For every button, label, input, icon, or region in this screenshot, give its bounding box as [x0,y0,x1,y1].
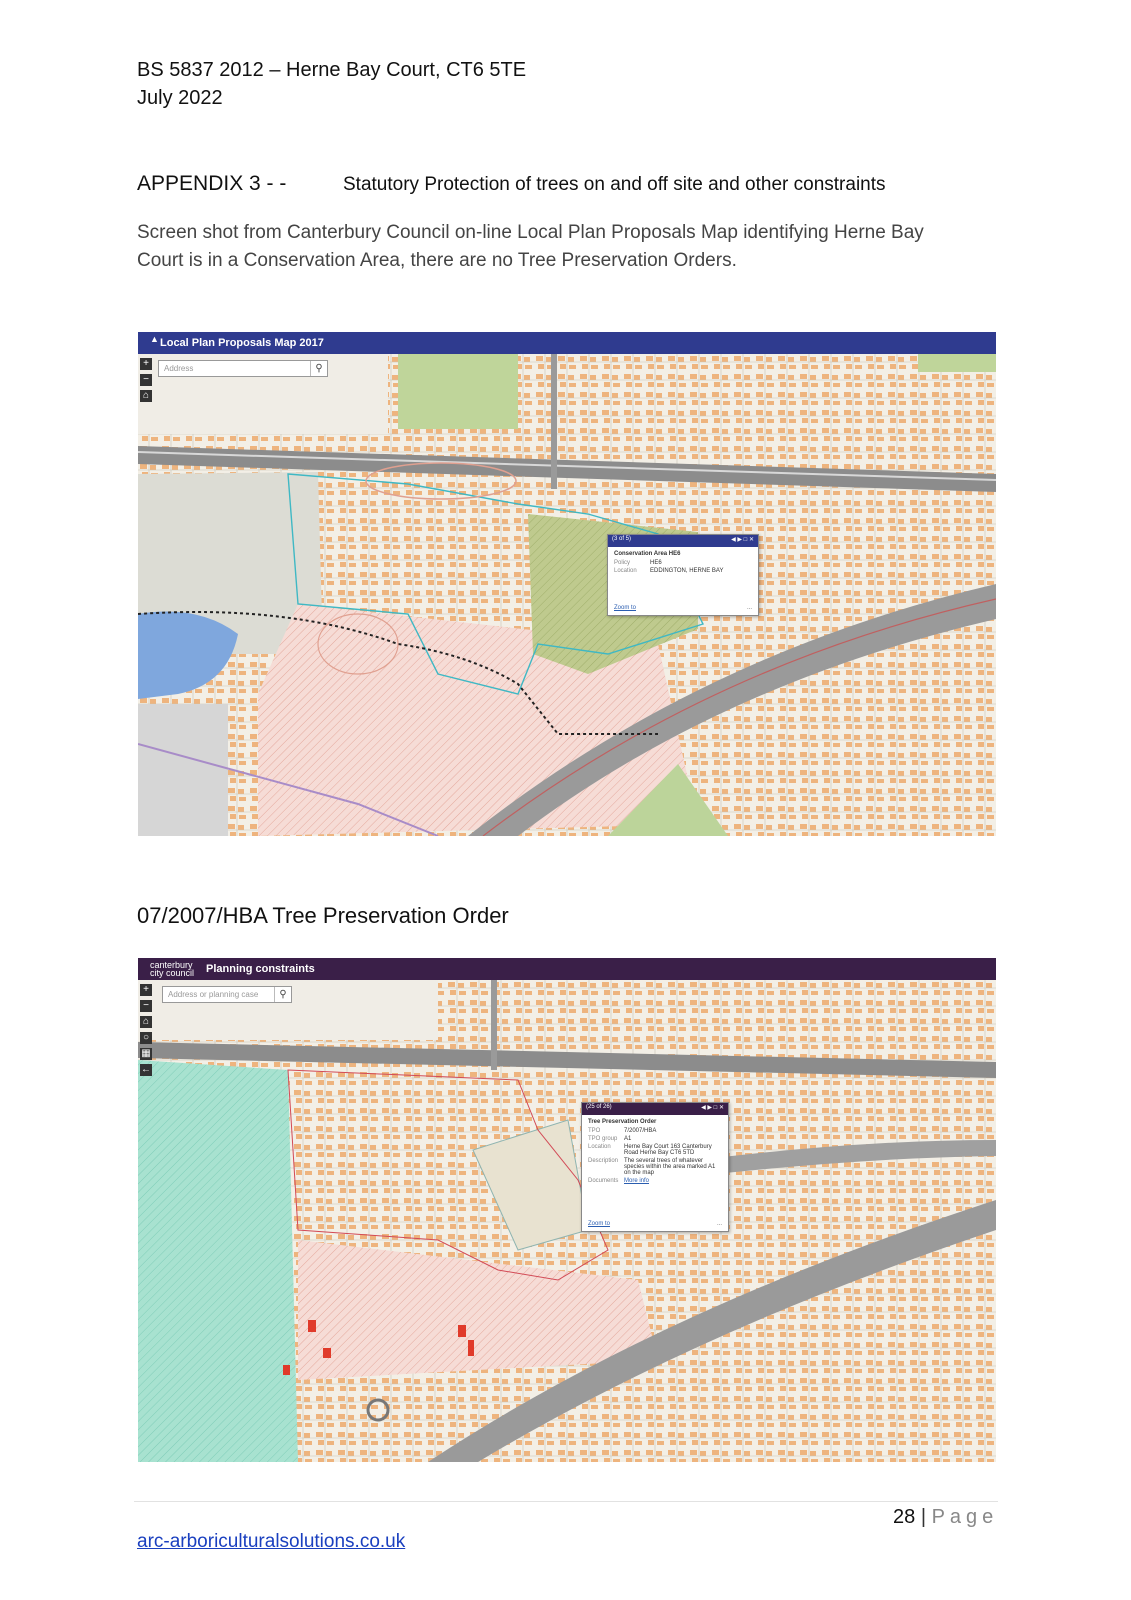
popup-title: Conservation Area HE6 [614,551,681,557]
zoom-to-link[interactable]: Zoom to [588,1221,611,1227]
more-options-icon[interactable]: ... [746,605,752,611]
popup-key: Location [588,1144,611,1150]
fullscreen-icon[interactable]: ▦ [141,1048,151,1059]
map-canvas [138,354,996,836]
page-number-value: 28 [893,1506,916,1528]
popup-row [582,1135,728,1143]
popup-counter: (25 of 26) [586,1104,612,1110]
app-logo-icon: ▲ [150,334,159,344]
address-search-placeholder: Address [164,364,194,373]
appendix-heading [137,172,886,196]
popup-key: TPO group [588,1136,618,1142]
popup-nav-close-icon[interactable]: ◀ ▶ □ ✕ [701,1105,724,1111]
footer-divider [134,1501,998,1502]
more-options-icon[interactable]: ... [716,1221,722,1227]
intro-paragraph: Screen shot from Canterbury Council on-line Local Plan Proposals Map identifying Herne Bay Court is in a Conservation Area, there are no Tree Preservation Orders. [137,222,924,271]
search-icon[interactable]: ⚲ [310,361,327,376]
page-word: Page [931,1506,999,1528]
popup-key: TPO [588,1128,601,1134]
footer-website-link[interactable]: arc-arboriculturalsolutions.co.uk [137,1531,406,1552]
planning-constraints-map-screenshot [138,958,996,1462]
popup-value: A1 [624,1136,632,1142]
back-icon[interactable]: ← [141,1064,151,1075]
planning-search-placeholder: Address or planning case [168,990,259,999]
tpo-heading: 07/2007/HBA Tree Preservation Order [137,903,509,928]
locate-icon[interactable]: ○ [140,1032,152,1044]
map-tools [140,984,152,1080]
popup-value: Herne Bay Court 163 Canterbury Road Herne Bay CT6 5TD [624,1144,712,1156]
zoom-to-link[interactable]: Zoom to [614,605,637,611]
popup-header [608,535,758,547]
map-title: Planning constraints [206,963,315,975]
map-canvas [138,980,996,1462]
zoom-in-button[interactable]: + [140,358,152,370]
popup-key: Location [614,568,637,574]
popup-nav-close-icon[interactable]: ◀ ▶ □ ✕ [731,537,754,543]
popup-value: HE6 [650,560,662,566]
page-number [893,1506,998,1529]
appendix-label: APPENDIX 3 - - [137,172,287,195]
zoom-out-button[interactable]: − [140,374,152,386]
map-title-bar [138,332,996,354]
home-icon[interactable]: ⌂ [140,1016,152,1028]
document-header [137,56,526,112]
council-logo: canterbury city council [150,960,195,978]
map-title-bar [138,958,996,980]
tpo-popup [581,1102,729,1232]
popup-value: The several trees of whatever species within the area marked A1 on the map [624,1158,716,1176]
map-title: Local Plan Proposals Map 2017 [160,337,324,349]
appendix-subtitle: Statutory Protection of trees on and off site and other constraints [343,174,886,195]
popup-key: Documents [588,1178,619,1184]
search-icon[interactable]: ⚲ [274,987,291,1002]
home-icon[interactable]: ⌂ [140,390,152,402]
header-title: BS 5837 2012 – Herne Bay Court, CT6 5TE [137,59,527,81]
popup-key: Policy [614,560,631,566]
popup-row [582,1127,728,1135]
popup-counter: (3 of 5) [612,536,632,542]
popup-key: Description [588,1158,619,1164]
popup-row [582,1157,728,1177]
popup-title: Tree Preservation Order [588,1119,657,1125]
planning-search-input[interactable] [162,986,292,1003]
page-separator: | [920,1506,927,1528]
local-plan-map-screenshot [138,332,996,836]
map-tools [140,358,152,406]
popup-row [608,559,758,567]
more-info-link[interactable]: More info [624,1178,650,1184]
popup-value: 7/2007/HBA [624,1128,657,1134]
address-search-input[interactable] [158,360,328,377]
popup-header [582,1103,728,1115]
zoom-in-button[interactable]: + [140,984,152,996]
header-date: July 2022 [137,87,223,109]
popup-value: EDDINGTON, HERNE BAY [650,568,724,574]
popup-row [582,1177,728,1185]
popup-row [582,1143,728,1157]
popup-row [608,567,758,575]
zoom-out-button[interactable]: − [140,1000,152,1012]
conservation-area-popup [607,534,759,616]
